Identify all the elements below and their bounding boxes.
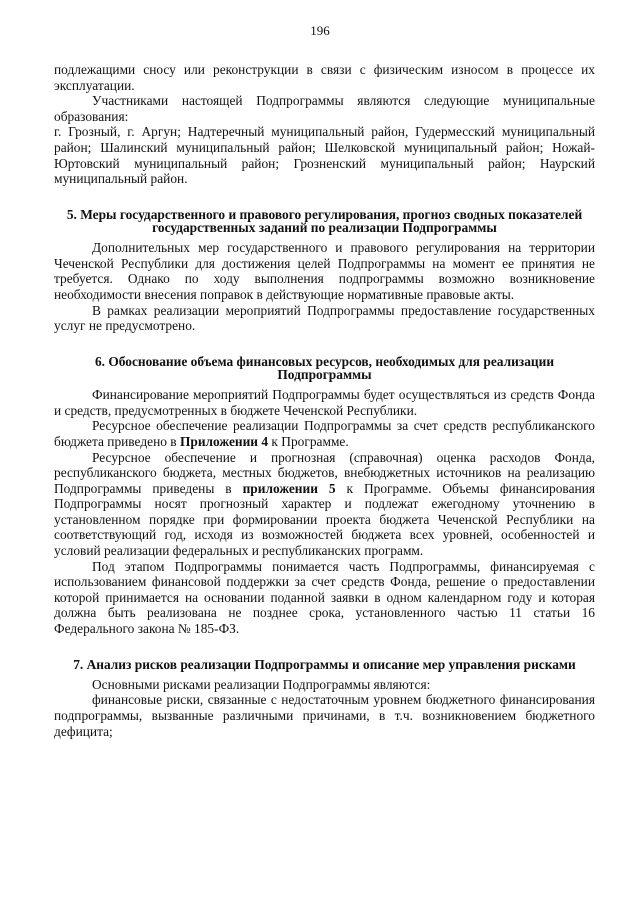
appendix-5-reference: приложении 5 [242,480,336,496]
page-content [54,62,595,739]
intro-paragraph-2: Участниками настоящей Подпрограммы являются следующие муниципальные образования: [54,93,595,124]
section-6-paragraph-2: Ресурсное обеспечение реализации Подпрограммы за счет средств республиканского бюджета приведено в Приложении 4 к Программе. [54,418,595,449]
page-number: 196 [310,23,330,38]
section-6-paragraph-3: Ресурсное обеспечение и прогнозная (справочная) оценка расходов Фонда, республиканского бюджета, местных бюджетов, внебюджетных источников на реализацию Подпрограммы приведены в приложении 5 к Программе. Объемы финансирования Подпрограммы носят прогнозный характер и подлежат ежегодному уточнению в установленном порядке при формировании проекта бюджета Чеченской Республики на соответствующий год, исходя из возможностей бюджета всех уровней, особенностей и условий реализации федеральных и республиканских программ. [54,449,596,559]
intro-paragraph-3: г. Грозный, г. Аргун; Надтеречный муниципальный район, Гудермесский муниципальный район; Шалинский муниципальный район; Шелковской муниципальный район; Ножай-Юртовский муниципальный район; Грозненский муниципальный район; Наурский муниципальный район. [54,124,595,187]
section-7-paragraph-2: финансовые риски, связанные с недостаточным уровнем бюджетного финансирования подпрограммы, вызванные различными причинами, в т.ч. возникновением бюджетного дефицита; [54,692,595,739]
section-7-heading: 7. Анализ рисков реализации Подпрограммы и описание мер управления рисками [73,656,576,672]
section-5-paragraph-2: В рамках реализации мероприятий Подпрограммы предоставление государственных услуг не предусмотрено. [54,302,595,334]
section-5-heading: 5. Меры государственного и правового регулирования, прогноз сводных показателей государственных заданий по реализации Подпрограммы [66,206,583,235]
intro-paragraph-1: подлежащими сносу или реконструкции в связи с физическим износом в процессе их эксплуатации. [54,62,595,93]
appendix-4-reference: Приложении 4 [179,433,269,449]
section-7-paragraph-1: Основными рисками реализации Подпрограммы являются: [92,676,431,692]
section-5-paragraph-1: Дополнительных мер государственного и правового регулирования на территории Чеченской Республики для достижения целей Подпрограммы на момент ее принятия не требуется. Однако по ходу выполнения подпрограммы возможно возникновение необходимости внесения поправок в действующие нормативные правовые акты. [54,240,595,302]
section-6-heading: 6. Обоснование объема финансовых ресурсов, необходимых для реализации Подпрограммы [94,353,555,382]
section-6-paragraph-4: Под этапом Подпрограммы понимается часть Подпрограммы, финансируемая с использованием финансовой поддержки за счет средств Фонда, решение о предоставлении которой принимается на основании поданной заявки в одном календарном году и которая должна быть реализована не позднее срока, установленного частью 11 статьи 16 Федерального закона № 185-ФЗ. [54,558,595,637]
section-6-paragraph-1: Финансирование мероприятий Подпрограммы будет осуществляться из средств Фонда и средств, предусмотренных в бюджете Чеченской Республики. [54,387,595,418]
